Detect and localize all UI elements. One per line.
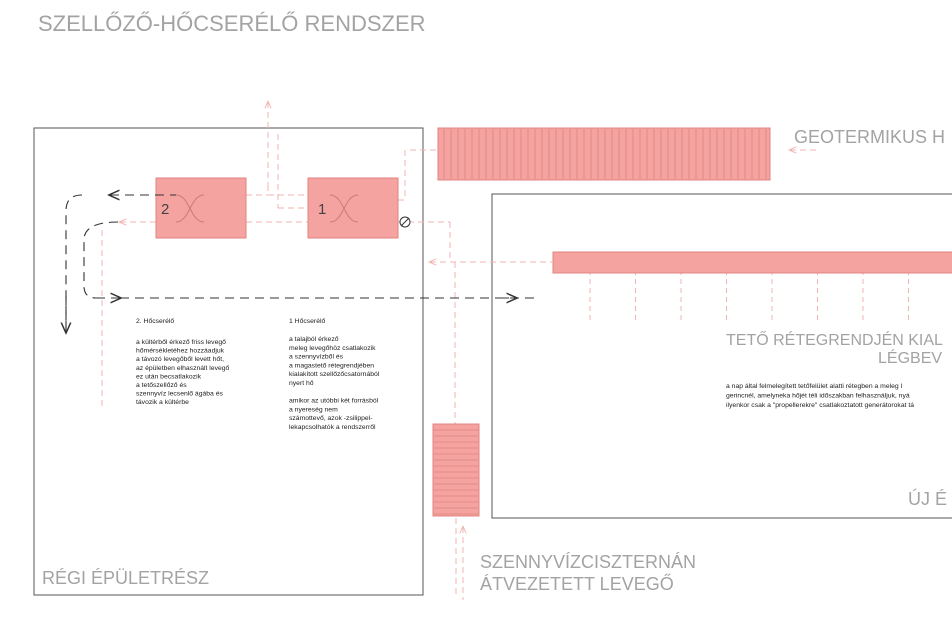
note-line: kialakított szellőzőcsatornából: [289, 371, 380, 379]
damper-valve-icon: [400, 217, 410, 227]
note-line: számottevő, azok -zsilippel-: [289, 415, 373, 423]
hx1-note-lines: [289, 336, 380, 431]
roof-note-lines: [726, 383, 914, 409]
roof-air-channel: [553, 252, 952, 273]
heat-exchanger-1-number: 1: [318, 201, 327, 218]
note-line: a tetőszellőző és: [136, 382, 187, 389]
hx1-note-title: 1 Hőcserélő: [289, 318, 326, 325]
note-line: lekapcsolhatók a rendszerről: [289, 424, 376, 431]
note-line: a kültérből érkező friss levegő: [136, 339, 226, 346]
geothermal-exchanger: [438, 128, 770, 180]
note-line: ilyenkor csak a "propellerekre" csatlakoztatott generátorokat tá: [726, 402, 915, 409]
hx2-note-lines: [136, 339, 230, 406]
note-line: hőmérsékletéhez hozzáadjuk: [136, 347, 225, 355]
geothermal-label: GEOTERMIKUS H: [794, 127, 946, 147]
note-line: a szennyvízből és: [289, 353, 344, 361]
note-line: a nyereség nem: [289, 406, 338, 414]
roof-label-line1: TETŐ RÉTEGRENDJÉN KIAL: [726, 332, 943, 349]
note-line: meleg levegőhöz csatlakozik: [289, 344, 376, 352]
note-line: szennyvíz lecsenlő ágába és: [136, 390, 223, 398]
sewage-label-line2: ÁTVEZETETT LEVEGŐ: [480, 574, 674, 594]
note-line: a magastető rétegrendjében: [289, 362, 375, 370]
note-line: amikor az utóbbi két forrásból: [289, 397, 379, 405]
heat-exchanger-1: [308, 178, 398, 238]
diagram-title: SZELLŐZŐ-HŐCSERÉLŐ RENDSZER: [38, 11, 426, 36]
note-line: a talajból érkező: [289, 336, 339, 343]
note-line: nyert hő: [289, 380, 314, 387]
heat-exchanger-2-number: 2: [161, 201, 170, 218]
note-line: a nap által felmelegített tetőfelület alatti rétegben a meleg l: [726, 383, 903, 390]
note-line: az épületben elhasznált levegő: [136, 364, 230, 372]
hx2-note-title: 2. Hőcserélő: [136, 318, 175, 325]
exhaust-air-path: [66, 195, 535, 332]
note-line: ez után becsatlakozik: [136, 373, 201, 381]
sewage-label-line1: SZENNYVÍZCISZTERNÁN: [480, 552, 697, 572]
heat-exchanger-2: [156, 178, 246, 238]
roof-label-line2: LÉGBEV: [878, 350, 943, 367]
new-building-label: ÚJ É: [908, 489, 948, 509]
old-building-label: RÉGI ÉPÜLETRÉSZ: [42, 568, 210, 588]
note-line: gerincnél, amelyneka hőjét téli időszakban felhasználjuk, nyá: [726, 392, 910, 400]
note-line: távozik a kültérbe: [136, 399, 189, 407]
note-line: a távozó levegőből levett hőt,: [136, 356, 225, 364]
